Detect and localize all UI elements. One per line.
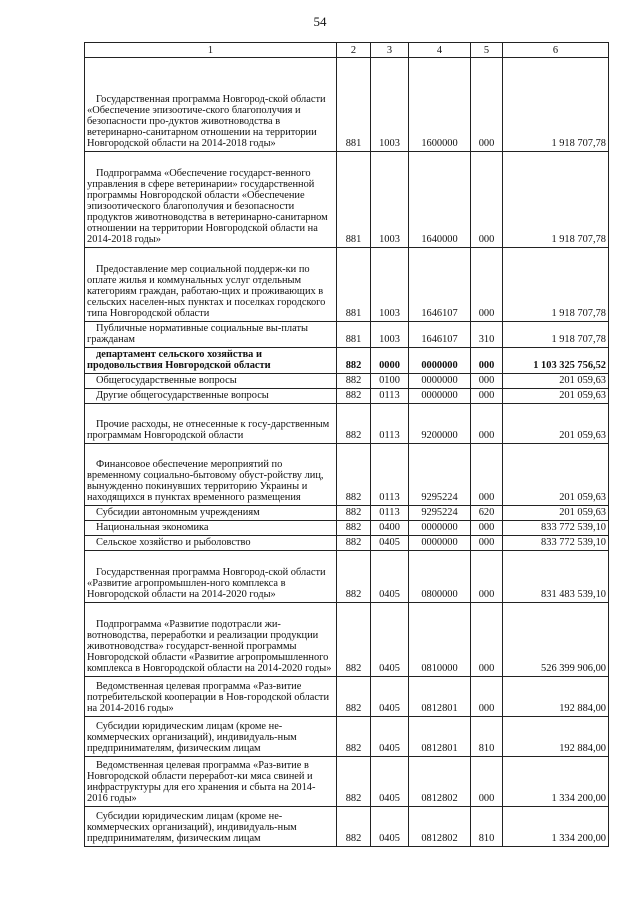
table-row bbox=[85, 677, 609, 717]
row-code-cell: 882 bbox=[337, 348, 371, 374]
row-target-cell: 0812802 bbox=[409, 757, 471, 807]
row-amount-cell: 1 918 707,78 bbox=[503, 58, 609, 152]
row-name-cell: Прочие расходы, не отнесенные к госу-дарственным программам Новгородской области bbox=[85, 404, 337, 444]
row-name-cell: Сельское хозяйство и рыболовство bbox=[85, 536, 337, 551]
row-target-cell: 9295224 bbox=[409, 444, 471, 506]
row-code-cell: 882 bbox=[337, 603, 371, 677]
row-section-cell: 0113 bbox=[371, 389, 409, 404]
row-amount-cell: 526 399 906,00 bbox=[503, 603, 609, 677]
row-amount-cell: 833 772 539,10 bbox=[503, 536, 609, 551]
row-amount-cell: 1 334 200,00 bbox=[503, 807, 609, 847]
row-target-cell: 0000000 bbox=[409, 521, 471, 536]
row-section-cell: 1003 bbox=[371, 322, 409, 348]
column-header: 3 bbox=[371, 43, 409, 58]
row-type-cell: 000 bbox=[471, 374, 503, 389]
row-code-cell: 881 bbox=[337, 248, 371, 322]
row-type-cell: 310 bbox=[471, 322, 503, 348]
row-target-cell: 0812802 bbox=[409, 807, 471, 847]
row-type-cell: 620 bbox=[471, 506, 503, 521]
row-section-cell: 1003 bbox=[371, 248, 409, 322]
row-section-cell: 0405 bbox=[371, 551, 409, 603]
table-row bbox=[85, 248, 609, 322]
table-row bbox=[85, 506, 609, 521]
row-name-cell: Подпрограмма «Развитие подотрасли жи-вотноводства, переработки и реализации продукции животноводства» государст-венной программы Новгородской области «Развитие агропромышленного комплекса в Новгородской области на 2014-2020 годы» bbox=[85, 603, 337, 677]
row-amount-cell: 1 334 200,00 bbox=[503, 757, 609, 807]
table-row bbox=[85, 389, 609, 404]
row-section-cell: 0000 bbox=[371, 348, 409, 374]
budget-table bbox=[84, 42, 609, 847]
row-name-cell: департамент сельского хозяйства и продовольствия Новгородской области bbox=[85, 348, 337, 374]
row-section-cell: 0405 bbox=[371, 677, 409, 717]
page-number: 54 bbox=[313, 14, 327, 29]
column-header: 4 bbox=[409, 43, 471, 58]
row-name-cell: Другие общегосударственные вопросы bbox=[85, 389, 337, 404]
row-name-cell: Ведомственная целевая программа «Раз-витие в Новгородской области переработ-ки мяса свиней и инфраструктуры для его хранения и сбыта на 2014-2016 годы» bbox=[85, 757, 337, 807]
row-code-cell: 882 bbox=[337, 807, 371, 847]
table-row bbox=[85, 322, 609, 348]
row-target-cell: 0000000 bbox=[409, 348, 471, 374]
row-amount-cell: 1 918 707,78 bbox=[503, 322, 609, 348]
row-amount-cell: 1 103 325 756,52 bbox=[503, 348, 609, 374]
row-name-cell: Национальная экономика bbox=[85, 521, 337, 536]
row-code-cell: 882 bbox=[337, 536, 371, 551]
row-code-cell: 882 bbox=[337, 389, 371, 404]
row-section-cell: 0405 bbox=[371, 807, 409, 847]
row-section-cell: 0405 bbox=[371, 757, 409, 807]
row-type-cell: 000 bbox=[471, 603, 503, 677]
row-target-cell: 0812801 bbox=[409, 677, 471, 717]
table-row bbox=[85, 521, 609, 536]
table-header-row bbox=[85, 43, 609, 58]
row-name-cell: Субсидии юридическим лицам (кроме не-коммерческих организаций), индивидуаль-ным предпринимателям, физическим лицам bbox=[85, 807, 337, 847]
table-row bbox=[85, 757, 609, 807]
row-amount-cell: 1 918 707,78 bbox=[503, 152, 609, 248]
row-type-cell: 000 bbox=[471, 248, 503, 322]
row-code-cell: 882 bbox=[337, 404, 371, 444]
row-section-cell: 0405 bbox=[371, 717, 409, 757]
row-target-cell: 0000000 bbox=[409, 536, 471, 551]
row-amount-cell: 201 059,63 bbox=[503, 506, 609, 521]
row-name-cell: Государственная программа Новгород-ской области «Развитие агропромышлен-ного комплекса в Новгородской области на 2014-2020 годы» bbox=[85, 551, 337, 603]
row-amount-cell: 831 483 539,10 bbox=[503, 551, 609, 603]
row-section-cell: 0405 bbox=[371, 536, 409, 551]
row-amount-cell: 201 059,63 bbox=[503, 444, 609, 506]
row-target-cell: 0800000 bbox=[409, 551, 471, 603]
row-target-cell: 1646107 bbox=[409, 322, 471, 348]
row-code-cell: 881 bbox=[337, 58, 371, 152]
table-row bbox=[85, 603, 609, 677]
row-section-cell: 0113 bbox=[371, 444, 409, 506]
row-name-cell: Финансовое обеспечение мероприятий по временному социально-бытовому обуст-ройству лиц, вынужденно покинувших территорию Украины и находящихся в пунктах временного размещения bbox=[85, 444, 337, 506]
row-target-cell: 9200000 bbox=[409, 404, 471, 444]
row-amount-cell: 833 772 539,10 bbox=[503, 521, 609, 536]
table-row bbox=[85, 348, 609, 374]
row-code-cell: 882 bbox=[337, 677, 371, 717]
row-type-cell: 000 bbox=[471, 444, 503, 506]
column-header: 1 bbox=[85, 43, 337, 58]
row-amount-cell: 201 059,63 bbox=[503, 374, 609, 389]
table-body bbox=[85, 58, 609, 847]
row-type-cell: 000 bbox=[471, 348, 503, 374]
row-target-cell: 0810000 bbox=[409, 603, 471, 677]
row-name-cell: Подпрограмма «Обеспечение государст-венного управления в сфере ветеринарии» государственной программы Новгородской области «Обеспечение эпизоотического благополучия и безопасности продуктов животноводства в ветеринарно-санитарном отношении на территории Новгородской области на 2014-2018 годы» bbox=[85, 152, 337, 248]
row-target-cell: 0000000 bbox=[409, 374, 471, 389]
row-section-cell: 0100 bbox=[371, 374, 409, 389]
row-type-cell: 000 bbox=[471, 521, 503, 536]
row-code-cell: 882 bbox=[337, 521, 371, 536]
row-type-cell: 000 bbox=[471, 404, 503, 444]
row-type-cell: 000 bbox=[471, 389, 503, 404]
row-target-cell: 1646107 bbox=[409, 248, 471, 322]
column-header: 5 bbox=[471, 43, 503, 58]
row-amount-cell: 201 059,63 bbox=[503, 389, 609, 404]
row-name-cell: Субсидии юридическим лицам (кроме не-коммерческих организаций), индивидуаль-ным предпринимателям, физическим лицам bbox=[85, 717, 337, 757]
row-type-cell: 000 bbox=[471, 757, 503, 807]
table-row bbox=[85, 807, 609, 847]
row-amount-cell: 192 884,00 bbox=[503, 717, 609, 757]
row-type-cell: 000 bbox=[471, 58, 503, 152]
column-header: 2 bbox=[337, 43, 371, 58]
row-target-cell: 0000000 bbox=[409, 389, 471, 404]
row-type-cell: 000 bbox=[471, 677, 503, 717]
row-code-cell: 882 bbox=[337, 717, 371, 757]
row-section-cell: 0405 bbox=[371, 603, 409, 677]
row-target-cell: 0812801 bbox=[409, 717, 471, 757]
row-section-cell: 0400 bbox=[371, 521, 409, 536]
row-type-cell: 000 bbox=[471, 152, 503, 248]
table-row bbox=[85, 374, 609, 389]
row-type-cell: 810 bbox=[471, 717, 503, 757]
row-code-cell: 881 bbox=[337, 152, 371, 248]
row-amount-cell: 1 918 707,78 bbox=[503, 248, 609, 322]
row-code-cell: 882 bbox=[337, 506, 371, 521]
row-section-cell: 0113 bbox=[371, 506, 409, 521]
row-type-cell: 810 bbox=[471, 807, 503, 847]
row-section-cell: 1003 bbox=[371, 58, 409, 152]
row-name-cell: Общегосударственные вопросы bbox=[85, 374, 337, 389]
row-target-cell: 9295224 bbox=[409, 506, 471, 521]
table-row bbox=[85, 536, 609, 551]
row-target-cell: 1600000 bbox=[409, 58, 471, 152]
row-name-cell: Субсидии автономным учреждениям bbox=[85, 506, 337, 521]
row-amount-cell: 192 884,00 bbox=[503, 677, 609, 717]
row-section-cell: 1003 bbox=[371, 152, 409, 248]
row-code-cell: 882 bbox=[337, 551, 371, 603]
row-amount-cell: 201 059,63 bbox=[503, 404, 609, 444]
table-row bbox=[85, 717, 609, 757]
table-row bbox=[85, 152, 609, 248]
table-row bbox=[85, 404, 609, 444]
row-type-cell: 000 bbox=[471, 536, 503, 551]
row-name-cell: Ведомственная целевая программа «Раз-витие потребительской кооперации в Нов-городской области на 2014-2016 годы» bbox=[85, 677, 337, 717]
table-row bbox=[85, 58, 609, 152]
row-section-cell: 0113 bbox=[371, 404, 409, 444]
column-header: 6 bbox=[503, 43, 609, 58]
row-code-cell: 881 bbox=[337, 322, 371, 348]
table-row bbox=[85, 551, 609, 603]
row-code-cell: 882 bbox=[337, 444, 371, 506]
row-name-cell: Предоставление мер социальной поддерж-ки по оплате жилья и коммунальных услуг отдельным категориям граждан, работаю-щих и проживающих в сельских населен-ных пунктах и поселках городского типа Новгородской области bbox=[85, 248, 337, 322]
row-name-cell: Государственная программа Новгород-ской области «Обеспечение эпизоотиче-ского благополучия и безопасности про-дуктов животноводства в ветеринарно-санитарном отношении на территории Новгородской области на 2014-2018 годы» bbox=[85, 58, 337, 152]
row-name-cell: Публичные нормативные социальные вы-платы гражданам bbox=[85, 322, 337, 348]
row-target-cell: 1640000 bbox=[409, 152, 471, 248]
row-type-cell: 000 bbox=[471, 551, 503, 603]
row-code-cell: 882 bbox=[337, 374, 371, 389]
table-row bbox=[85, 444, 609, 506]
row-code-cell: 882 bbox=[337, 757, 371, 807]
